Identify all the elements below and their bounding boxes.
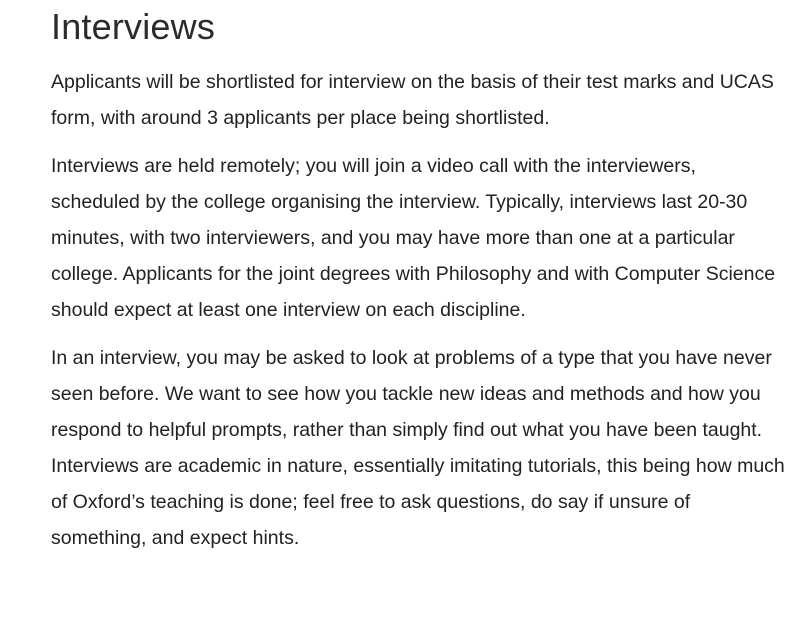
interviews-section	[51, 0, 786, 556]
shortlisting-paragraph: Applicants will be shortlisted for interview on the basis of their test marks and UCAS form, with around 3 applicants per place being shortlisted.	[51, 71, 774, 129]
section-heading: Interviews	[51, 6, 216, 47]
interview-format-paragraph: In an interview, you may be asked to look at problems of a type that you have never seen before. We want to see how you tackle new ideas and methods and how you respond to helpful prompts, rather than simply find out what you have been taught. Interviews are academic in nature, essentially imitating tutorials, this being how much of Oxford’s teaching is done; feel free to ask questions, do say if unsure of something, and expect hints.	[51, 347, 785, 549]
remote-interview-paragraph: Interviews are held remotely; you will join a video call with the interviewers, scheduled by the college organising the interview. Typically, interviews last 20-30 minutes, with two interviewers, and you may have more than one at a particular college. Applicants for the joint degrees with Philosophy and with Computer Science should expect at least one interview on each discipline.	[51, 155, 776, 321]
